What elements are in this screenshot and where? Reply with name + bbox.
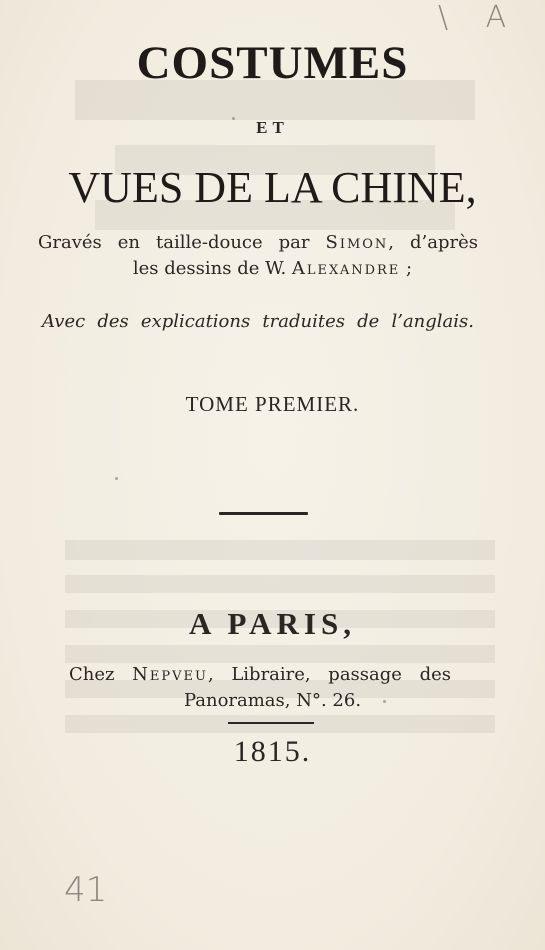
title-line-et: ET	[256, 118, 289, 137]
pencil-annotation-top: \ A	[438, 0, 521, 35]
paper-speck	[232, 117, 235, 120]
artist-credit	[0, 258, 545, 279]
imprint-rule	[228, 722, 314, 724]
engraver-credit	[38, 232, 478, 253]
publication-year: 1815.	[233, 735, 312, 768]
artist-name: Alexandre	[291, 258, 401, 279]
paper-speck	[383, 700, 386, 703]
publisher-name: Nepveu	[132, 664, 208, 685]
engraver-credit-suffix: , d’après	[388, 232, 478, 253]
title-line-vues-de-la-chine: VUES DE LA CHINE,	[68, 163, 477, 212]
engraver-name: Simon	[325, 232, 389, 253]
ornamental-rule	[219, 512, 308, 515]
pencil-annotation-bottom: 41	[64, 870, 108, 910]
volume-label: TOME PREMIER.	[185, 392, 360, 416]
artist-credit-suffix: ;	[400, 258, 413, 279]
publisher-address: Panoramas, N°. 26.	[183, 690, 362, 711]
translation-note: Avec des explications traduites de l’anglais.	[42, 311, 474, 332]
paper-speck	[115, 477, 118, 480]
artist-credit-prefix: les dessins de W.	[132, 258, 292, 279]
publisher-line	[69, 664, 451, 685]
title-line-costumes: COSTUMES	[136, 37, 409, 89]
imprint-city: A PARIS,	[189, 606, 356, 641]
engraver-credit-prefix: Gravés en taille-douce par	[38, 232, 326, 253]
publisher-suffix: , Libraire, passage des	[207, 664, 451, 685]
publisher-prefix: Chez	[69, 664, 133, 685]
